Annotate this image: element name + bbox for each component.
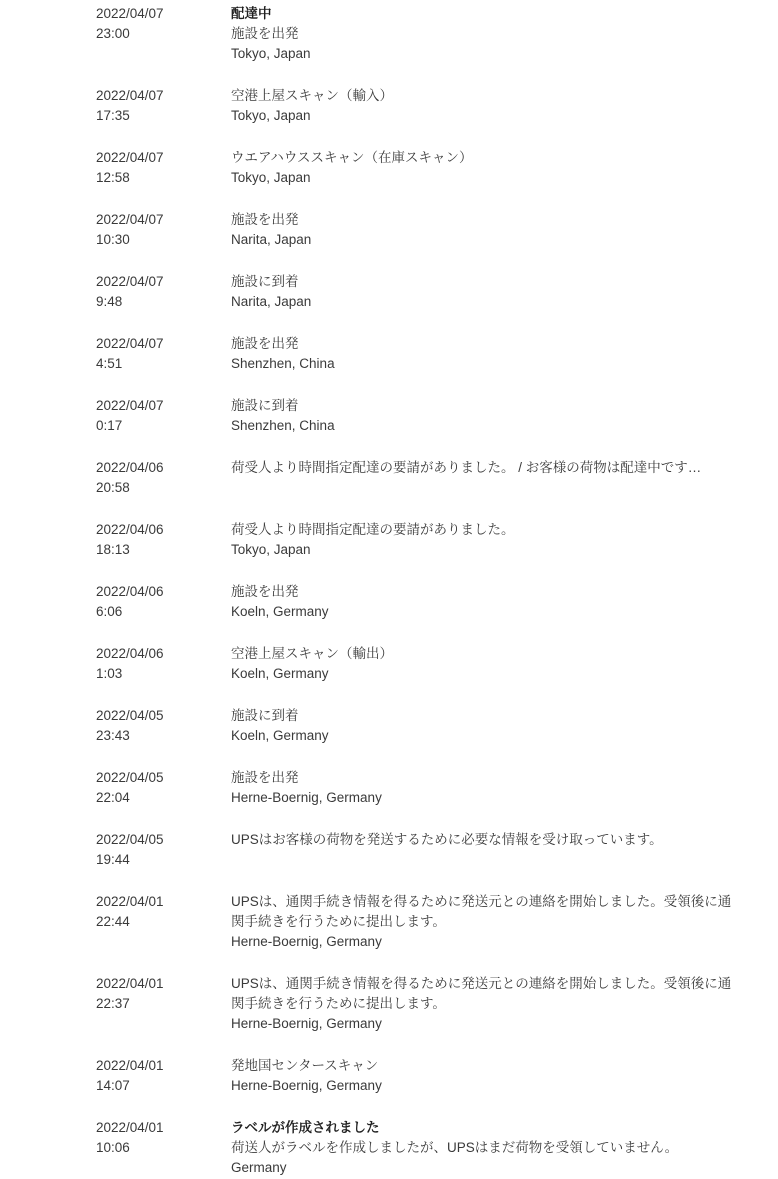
event-details xyxy=(231,272,763,312)
timeline-event xyxy=(0,1118,778,1178)
event-location: Tokyo, Japan xyxy=(231,542,311,557)
event-description: 発地国センタースキャン xyxy=(231,1058,379,1073)
timeline-event xyxy=(0,768,778,808)
event-details xyxy=(231,1056,763,1096)
event-location: Herne-Boernig, Germany xyxy=(231,790,382,805)
event-location: Herne-Boernig, Germany xyxy=(231,1078,382,1093)
timeline-event xyxy=(0,706,778,746)
event-datetime xyxy=(96,892,231,952)
event-status: ラベルが作成されました xyxy=(231,1120,380,1135)
event-status: 配達中 xyxy=(231,6,272,21)
event-time: 18:13 xyxy=(96,542,130,557)
event-time: 23:43 xyxy=(96,728,130,743)
event-spacer xyxy=(231,850,743,870)
event-datetime xyxy=(96,768,231,808)
timeline-event xyxy=(0,210,778,250)
timeline-event xyxy=(0,272,778,312)
event-datetime xyxy=(96,830,231,870)
event-location: Tokyo, Japan xyxy=(231,170,311,185)
event-details xyxy=(231,706,763,746)
event-time: 10:06 xyxy=(96,1140,130,1155)
event-datetime xyxy=(96,974,231,1034)
event-time: 22:37 xyxy=(96,996,130,1011)
timeline-event xyxy=(0,4,778,64)
timeline-event xyxy=(0,334,778,374)
event-datetime xyxy=(96,148,231,188)
event-location: Shenzhen, China xyxy=(231,418,335,433)
event-location: Tokyo, Japan xyxy=(231,46,311,61)
event-location: Narita, Japan xyxy=(231,232,312,247)
event-details xyxy=(231,892,763,952)
event-details xyxy=(231,210,763,250)
event-description: 施設を出発 xyxy=(231,336,299,351)
event-time: 22:04 xyxy=(96,790,130,805)
event-details xyxy=(231,768,763,808)
event-date: 2022/04/07 xyxy=(96,336,164,351)
event-location: Herne-Boernig, Germany xyxy=(231,1016,382,1031)
event-time: 20:58 xyxy=(96,480,130,495)
event-description: ウエアハウススキャン（在庫スキャン） xyxy=(231,150,473,165)
event-date: 2022/04/07 xyxy=(96,274,164,289)
event-description: 施設に到着 xyxy=(231,708,299,723)
event-details xyxy=(231,644,763,684)
event-date: 2022/04/07 xyxy=(96,6,164,21)
event-location: Narita, Japan xyxy=(231,294,312,309)
event-description: 荷受人より時間指定配達の要請がありました。 xyxy=(231,522,515,537)
event-location: Shenzhen, China xyxy=(231,356,335,371)
event-datetime xyxy=(96,644,231,684)
timeline-event xyxy=(0,1056,778,1096)
event-description: 施設を出発 xyxy=(231,212,299,227)
event-description: 施設を出発 xyxy=(231,584,299,599)
event-time: 0:17 xyxy=(96,418,123,433)
event-date: 2022/04/06 xyxy=(96,584,164,599)
event-details xyxy=(231,458,763,498)
event-datetime xyxy=(96,272,231,312)
event-datetime xyxy=(96,520,231,560)
event-description: UPSはお客様の荷物を発送するために必要な情報を受け取っています。 xyxy=(231,832,663,847)
event-location: Herne-Boernig, Germany xyxy=(231,934,382,949)
event-details xyxy=(231,86,763,126)
event-datetime xyxy=(96,1056,231,1096)
event-datetime xyxy=(96,4,231,64)
event-description: 施設を出発 xyxy=(231,770,299,785)
event-description: UPSは、通関手続き情報を得るために発送元との連絡を開始しました。受領後に通関手続きを行うために提出します。 xyxy=(231,976,732,1011)
event-datetime xyxy=(96,396,231,436)
event-description: 空港上屋スキャン（輸入） xyxy=(231,88,393,103)
event-details xyxy=(231,334,763,374)
event-location: Koeln, Germany xyxy=(231,728,329,743)
event-location: Koeln, Germany xyxy=(231,604,329,619)
event-date: 2022/04/07 xyxy=(96,150,164,165)
event-date: 2022/04/01 xyxy=(96,1120,164,1135)
event-date: 2022/04/06 xyxy=(96,646,164,661)
event-time: 14:07 xyxy=(96,1078,130,1093)
event-date: 2022/04/06 xyxy=(96,522,164,537)
timeline-event xyxy=(0,148,778,188)
event-date: 2022/04/07 xyxy=(96,88,164,103)
event-date: 2022/04/01 xyxy=(96,976,164,991)
event-time: 6:06 xyxy=(96,604,123,619)
event-description: 空港上屋スキャン（輸出） xyxy=(231,646,393,661)
event-description: 荷受人より時間指定配達の要請がありました。 / お客様の荷物は配達中です… xyxy=(231,460,702,475)
event-time: 4:51 xyxy=(96,356,123,371)
event-datetime xyxy=(96,334,231,374)
event-datetime xyxy=(96,86,231,126)
event-location: Tokyo, Japan xyxy=(231,108,311,123)
timeline-event xyxy=(0,830,778,870)
event-date: 2022/04/01 xyxy=(96,1058,164,1073)
event-description: 施設に到着 xyxy=(231,274,299,289)
event-datetime xyxy=(96,706,231,746)
timeline-event xyxy=(0,974,778,1034)
event-datetime xyxy=(96,210,231,250)
event-description: UPSは、通関手続き情報を得るために発送元との連絡を開始しました。受領後に通関手続きを行うために提出します。 xyxy=(231,894,732,929)
timeline-event xyxy=(0,520,778,560)
event-description: 施設を出発 xyxy=(231,26,299,41)
event-time: 23:00 xyxy=(96,26,130,41)
event-spacer xyxy=(231,478,743,498)
event-time: 10:30 xyxy=(96,232,130,247)
event-datetime xyxy=(96,1118,231,1178)
timeline-event xyxy=(0,396,778,436)
event-details xyxy=(231,582,763,622)
timeline-event xyxy=(0,86,778,126)
timeline-event xyxy=(0,582,778,622)
timeline-event xyxy=(0,458,778,498)
event-datetime xyxy=(96,458,231,498)
event-date: 2022/04/07 xyxy=(96,398,164,413)
timeline-event xyxy=(0,644,778,684)
event-location: Koeln, Germany xyxy=(231,666,329,681)
event-time: 19:44 xyxy=(96,852,130,867)
event-details xyxy=(231,830,763,870)
event-time: 22:44 xyxy=(96,914,130,929)
event-description: 施設に到着 xyxy=(231,398,299,413)
event-time: 9:48 xyxy=(96,294,123,309)
event-details xyxy=(231,974,763,1034)
event-date: 2022/04/05 xyxy=(96,832,164,847)
event-location: Germany xyxy=(231,1160,287,1175)
event-date: 2022/04/05 xyxy=(96,770,164,785)
event-date: 2022/04/01 xyxy=(96,894,164,909)
event-date: 2022/04/07 xyxy=(96,212,164,227)
event-time: 12:58 xyxy=(96,170,130,185)
event-time: 17:35 xyxy=(96,108,130,123)
event-date: 2022/04/06 xyxy=(96,460,164,475)
event-details xyxy=(231,520,763,560)
event-details xyxy=(231,1118,763,1178)
event-description: 荷送人がラベルを作成しましたが、UPSはまだ荷物を受領していません。 xyxy=(231,1140,679,1155)
event-details xyxy=(231,396,763,436)
event-datetime xyxy=(96,582,231,622)
event-details xyxy=(231,4,763,64)
event-time: 1:03 xyxy=(96,666,123,681)
event-date: 2022/04/05 xyxy=(96,708,164,723)
timeline-event xyxy=(0,892,778,952)
event-details xyxy=(231,148,763,188)
